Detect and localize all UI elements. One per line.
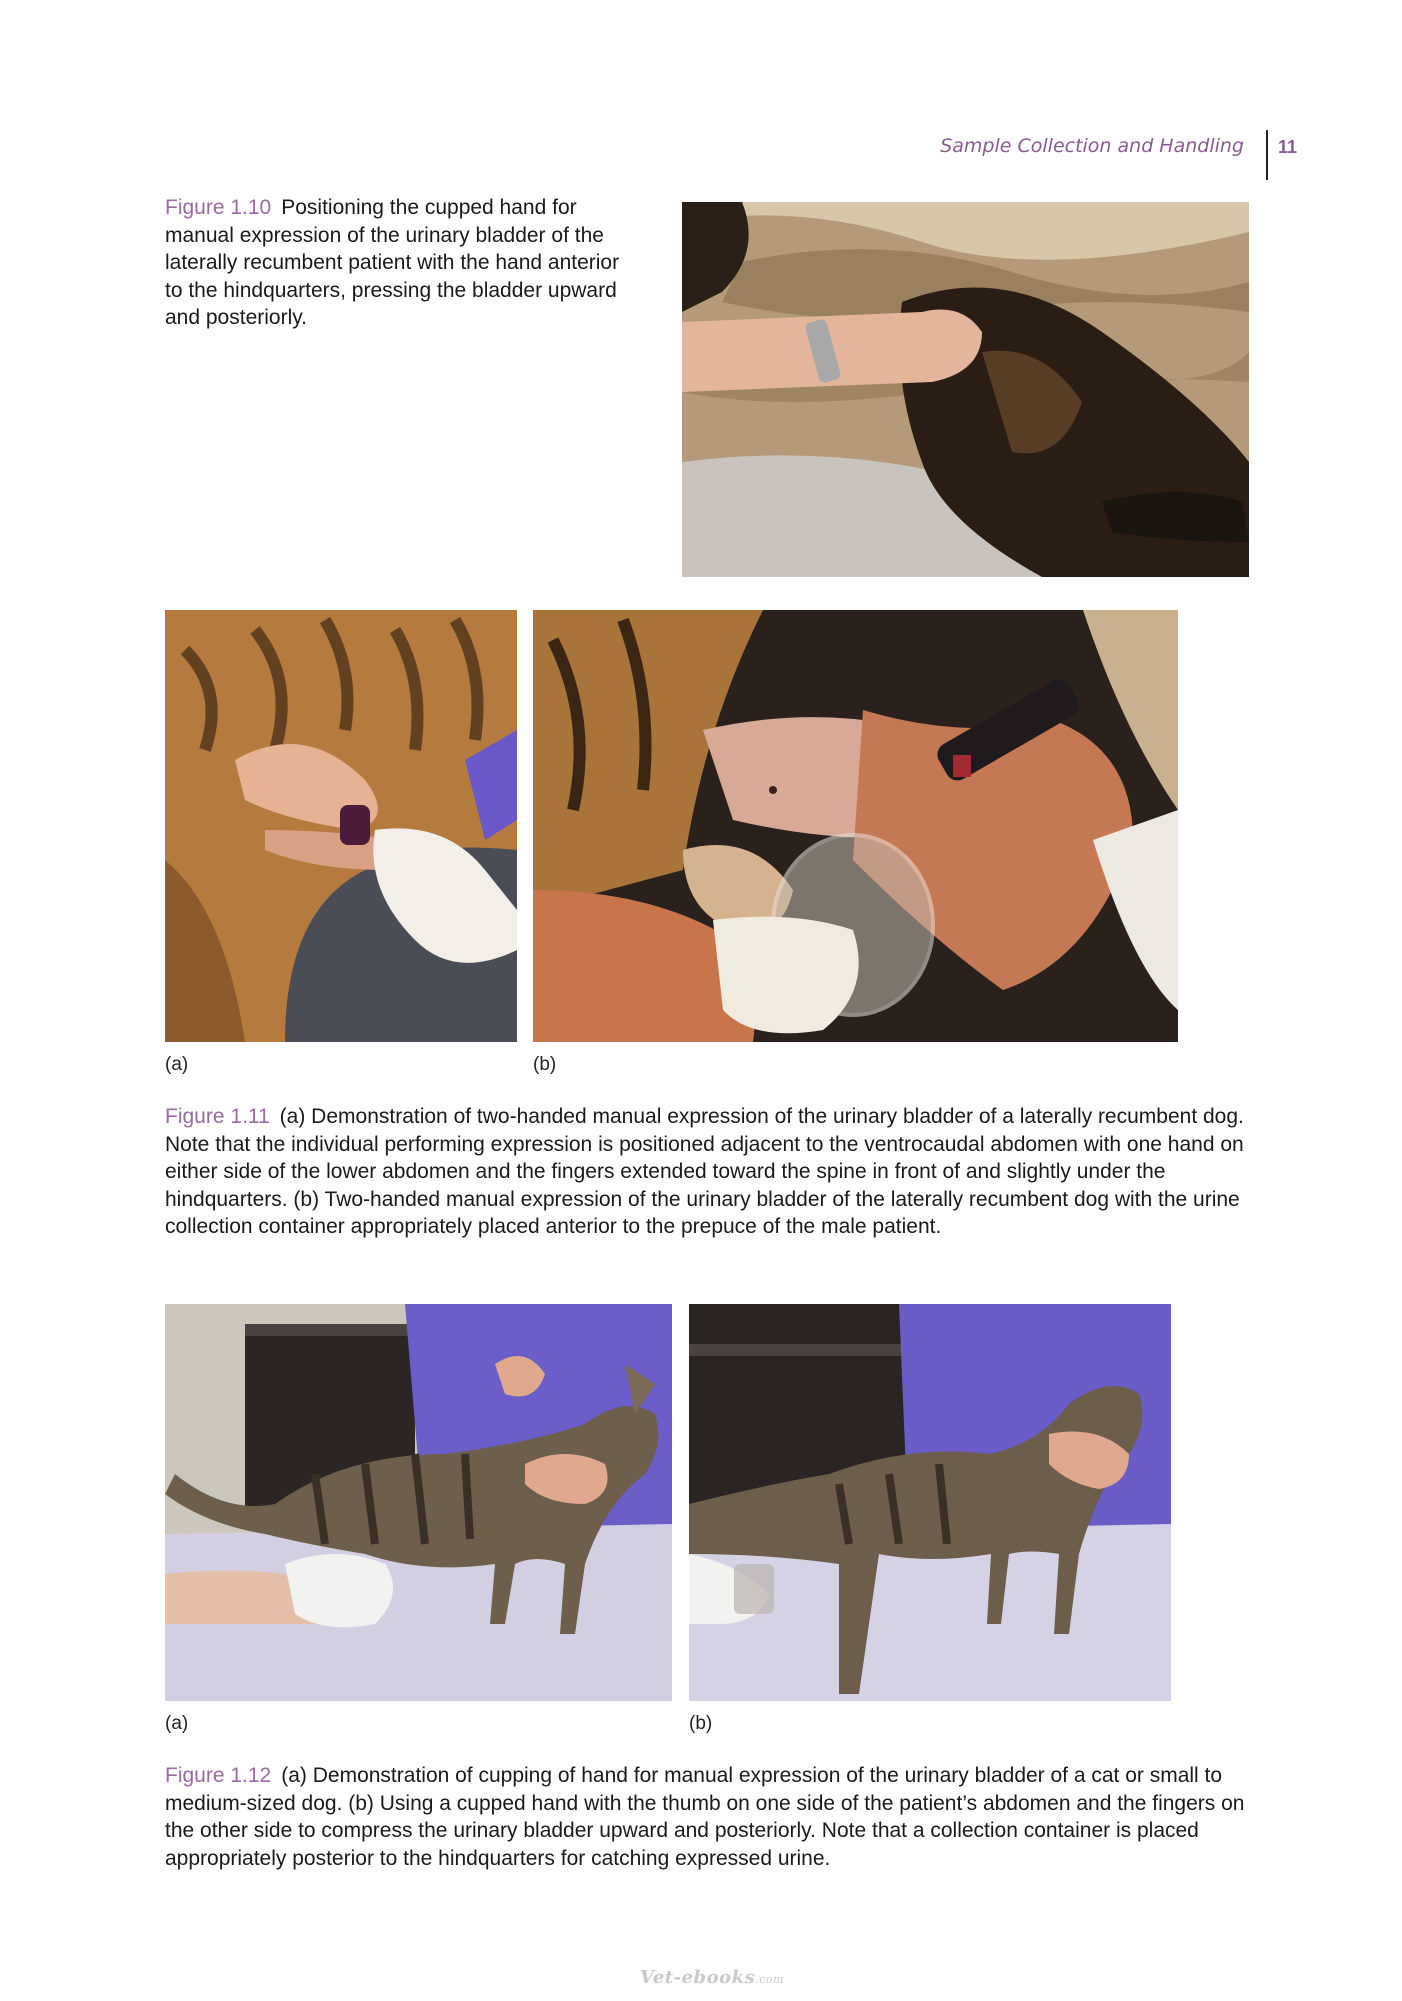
figure-1-11-label: Figure 1.11 xyxy=(165,1105,270,1128)
figure-1-11a-sublabel: (a) xyxy=(165,1054,189,1075)
figure-1-12a-photo xyxy=(165,1304,672,1701)
figure-1-10-photo xyxy=(682,202,1249,577)
figure-1-10-caption-text: Positioning the cupped hand for manual expression of the urinary bladder of the laterally recumbent patient with the hand anterior to the hindquarters, pressing the bladder upward and posteriorly. xyxy=(165,196,620,329)
figure-1-11b-sublabel: (b) xyxy=(533,1054,557,1075)
figure-1-11-caption-text: (a) Demonstration of two-handed manual expression of the urinary bladder of a laterally recumbent dog. Note that the individual performing expression is positioned adjacent to the ventrocaudal abdomen with one hand on either side of the lower abdomen and the fingers extended toward the spine in front of and slightly under the hindquarters. (b) Two-handed manual expression of the urinary bladder of the laterally recumbent dog with the urine collection container appropriately placed anterior to the prepuce of the male patient. xyxy=(165,1105,1244,1238)
figure-1-12a-sublabel: (a) xyxy=(165,1713,189,1734)
running-header: Sample Collection and Handling xyxy=(940,135,1244,157)
figure-1-11b-photo xyxy=(533,610,1178,1042)
page-number: 11 xyxy=(1278,137,1298,157)
header-divider xyxy=(1266,130,1268,180)
watermark-suffix: .com xyxy=(755,1973,784,1986)
figure-1-10-caption xyxy=(165,194,640,332)
figure-1-12-label: Figure 1.12 xyxy=(165,1764,272,1787)
watermark-main: Vet-ebooks xyxy=(640,1967,756,1988)
figure-1-10-label: Figure 1.10 xyxy=(165,196,272,219)
figure-1-12b-photo xyxy=(689,1304,1171,1701)
figure-1-11a-photo xyxy=(165,610,517,1042)
figure-1-12b-sublabel: (b) xyxy=(689,1713,713,1734)
figure-1-12-caption-text: (a) Demonstration of cupping of hand for manual expression of the urinary bladder of a cat or small to medium-sized dog. (b) Using a cupped hand with the thumb on one side of the patient’s abdomen and the fingers on the other side to compress the urinary bladder upward and posteriorly. Note that a collection container is placed appropriately posterior to the hindquarters for catching expressed urine. xyxy=(165,1764,1245,1870)
figure-1-12-caption xyxy=(165,1762,1255,1872)
footer-watermark xyxy=(640,1967,784,1988)
figure-1-11-caption xyxy=(165,1103,1255,1241)
